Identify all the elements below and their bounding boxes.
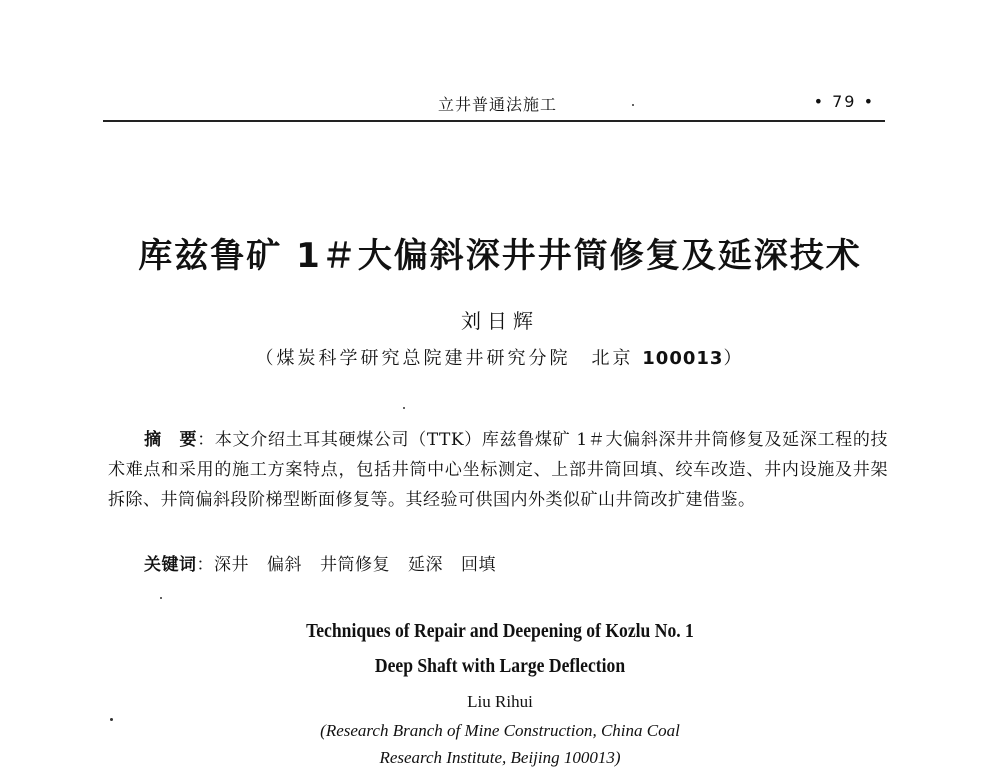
affiliation-cn-postcode: 100013 <box>642 348 724 369</box>
scan-speck <box>632 104 634 106</box>
running-header <box>103 84 885 122</box>
page-number: • 79 • <box>813 92 875 111</box>
article-title-en-line1: Techniques of Repair and Deepening of Kozlu No. 1 <box>306 620 694 642</box>
article-title-en-line2: Deep Shaft with Large Deflection <box>374 655 626 677</box>
keyword-item: 深井 <box>214 555 249 575</box>
scan-speck <box>160 597 162 599</box>
affiliation-en-line1: (Research Branch of Mine Construction, China Coal <box>320 721 680 740</box>
author-name-cn: 刘日辉 <box>461 309 539 333</box>
running-title: 立井普通法施工 <box>438 95 558 114</box>
abstract-cn <box>108 425 888 515</box>
abstract-label: 摘 要 <box>144 430 198 450</box>
keyword-item: 延深 <box>408 555 443 575</box>
keyword-item: 井筒修复 <box>320 555 390 575</box>
scan-speck <box>403 407 405 409</box>
affiliation-en-line2: Research Institute, Beijing 100013) <box>379 748 621 767</box>
keywords-cn <box>144 550 884 575</box>
scan-speck <box>110 718 113 721</box>
keyword-item: 回填 <box>461 555 496 575</box>
author-name-en: Liu Rihui <box>467 692 533 711</box>
keywords-separator: ： <box>196 555 214 575</box>
keywords-label: 关键词 <box>144 555 197 575</box>
keyword-item: 偏斜 <box>267 555 302 575</box>
abstract-text: ：本文介绍土耳其硬煤公司（TTK）库兹鲁煤矿 1＃大偏斜深井井筒修复及延深工程的技术难点和采用的施工方案特点，包括井筒中心坐标测定、上部井筒回填、绞车改造、井内设施及井架拆除、井筒偏斜段阶梯型断面修复等。其经验可供国内外类似矿山井筒改扩建借鉴。 <box>108 430 889 510</box>
article-title-cn: 库兹鲁矿 1＃大偏斜深井井筒修复及延深技术 <box>138 236 862 276</box>
affiliation-cn-close: ） <box>723 348 745 369</box>
affiliation-cn <box>0 344 1000 370</box>
affiliation-cn-org: （煤炭科学研究总院建井研究分院 北京 <box>255 348 634 369</box>
